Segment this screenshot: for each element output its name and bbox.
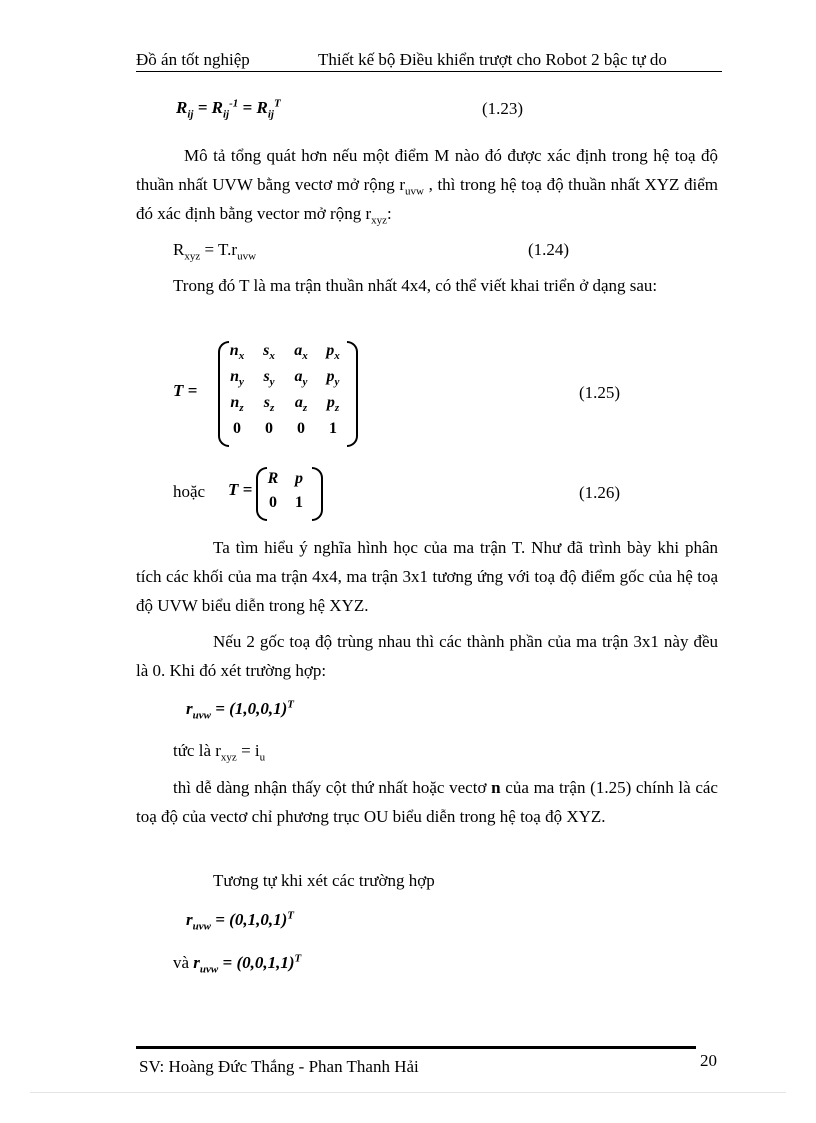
- page-number: 20: [700, 1051, 717, 1070]
- footer-rule: [136, 1046, 696, 1049]
- matrix2-cell-1-0: 0: [269, 494, 277, 511]
- matrix-cell-3-3: 1: [329, 420, 337, 437]
- matrix-cell-1-3: $p_y$: [326, 368, 340, 389]
- header-right: Thiết kế bộ Điều khiển trượt cho Robot 2 bậc tự do: [318, 50, 667, 69]
- line-tuc-la: tức là $r_{xyz} = i_u$: [173, 741, 266, 764]
- matrix-cell-1-0: $n_y$: [230, 368, 244, 389]
- matrix-cell-0-0: $n_x$: [229, 342, 245, 363]
- paragraph-4: Nếu 2 gốc toạ độ trùng nhau thì các thành phần của ma trận 3x1 này đều là 0. Khi đó xét trường hợp:: [136, 632, 718, 680]
- equation-number-1-26: (1.26): [579, 483, 621, 502]
- matrix-cell-1-2: $a_y$: [294, 368, 308, 389]
- page-bottom-line: [30, 1092, 786, 1093]
- equation-number-1-23: (1.23): [482, 99, 524, 118]
- paragraph-1: Mô tả tổng quát hơn nếu một điểm M nào đó được xác định trong hệ toạ độ thuần nhất UVW bằng vectơ mở rộng $r_{uvw}$ , thì trong hệ toạ độ thuần nhất XYZ điểm đó xác định bằng vector mở rộng $r_{xyz}$:: [136, 146, 718, 227]
- matrix-1-26: [262, 468, 318, 518]
- matrix-cell-0-3: $p_x$: [326, 342, 340, 363]
- paragraph-2: Trong đó T là ma trận thuần nhất 4x4, có thể viết khai triển ở dạng sau:: [173, 276, 658, 295]
- matrix-cell-2-3: $p_z$: [326, 394, 340, 415]
- matrix-t-label-2: T =: [228, 480, 253, 499]
- equation-1-24: $R_{xyz} = T.r_{uvw}$: [173, 240, 257, 263]
- header-rule: [136, 71, 722, 72]
- matrix2-cell-0-0: R: [267, 470, 279, 487]
- matrix-cell-0-2: $a_x$: [294, 342, 308, 363]
- equation-r-uvw-1: $r_{uvw} = (1,0,0,1)^T$: [186, 698, 294, 722]
- matrix2-cell-1-1: 1: [295, 494, 303, 511]
- equation-r-uvw-3: và $r_{uvw} = (0,0,1,1)^T$: [173, 952, 302, 976]
- paragraph-3: Ta tìm hiểu ý nghĩa hình học của ma trận T. Như đã trình bày khi phân tích các khối của ma trận 4x4, ma trận 3x1 tương ứng với toạ độ điểm gốc của hệ toạ độ UVW biểu diễn trong hệ XYZ.: [136, 538, 718, 615]
- equation-number-1-24: (1.24): [528, 240, 570, 259]
- matrix-cell-2-0: $n_z$: [230, 394, 244, 415]
- equation-r-uvw-2: $r_{uvw} = (0,1,0,1)^T$: [186, 909, 294, 933]
- matrix-cell-3-1: 0: [265, 420, 273, 437]
- header-left: Đồ án tốt nghiệp: [136, 50, 250, 69]
- matrix-1-25: [222, 342, 352, 446]
- matrix-cell-0-1: $s_x$: [263, 342, 275, 363]
- matrix-cell-2-2: $a_z$: [294, 394, 308, 415]
- matrix-cell-3-0: 0: [233, 420, 241, 437]
- paragraph-6: Tương tự khi xét các trường hợp: [213, 871, 435, 890]
- footer-author: SV: Hoàng Đức Thắng - Phan Thanh Hải: [139, 1057, 419, 1076]
- matrix-t-label: T =: [173, 381, 198, 400]
- matrix-cell-1-1: $s_y$: [263, 368, 275, 389]
- matrix-cell-2-1: $s_z$: [263, 394, 275, 415]
- matrix2-cell-0-1: p: [295, 470, 303, 487]
- equation-1-23: $R_{ij} = R_{ij}^{-1} = R_{ij}^T$: [176, 97, 281, 121]
- paragraph-5: thì dễ dàng nhận thấy cột thứ nhất hoặc vectơ n của ma trận (1.25) chính là các toạ độ của vectơ chỉ phương trục OU biểu diễn trong hệ toạ độ XYZ.: [136, 778, 718, 826]
- equation-number-1-25: (1.25): [579, 383, 621, 402]
- matrix-cell-3-2: 0: [297, 420, 305, 437]
- equation-1-26-prefix: hoặc: [173, 482, 206, 501]
